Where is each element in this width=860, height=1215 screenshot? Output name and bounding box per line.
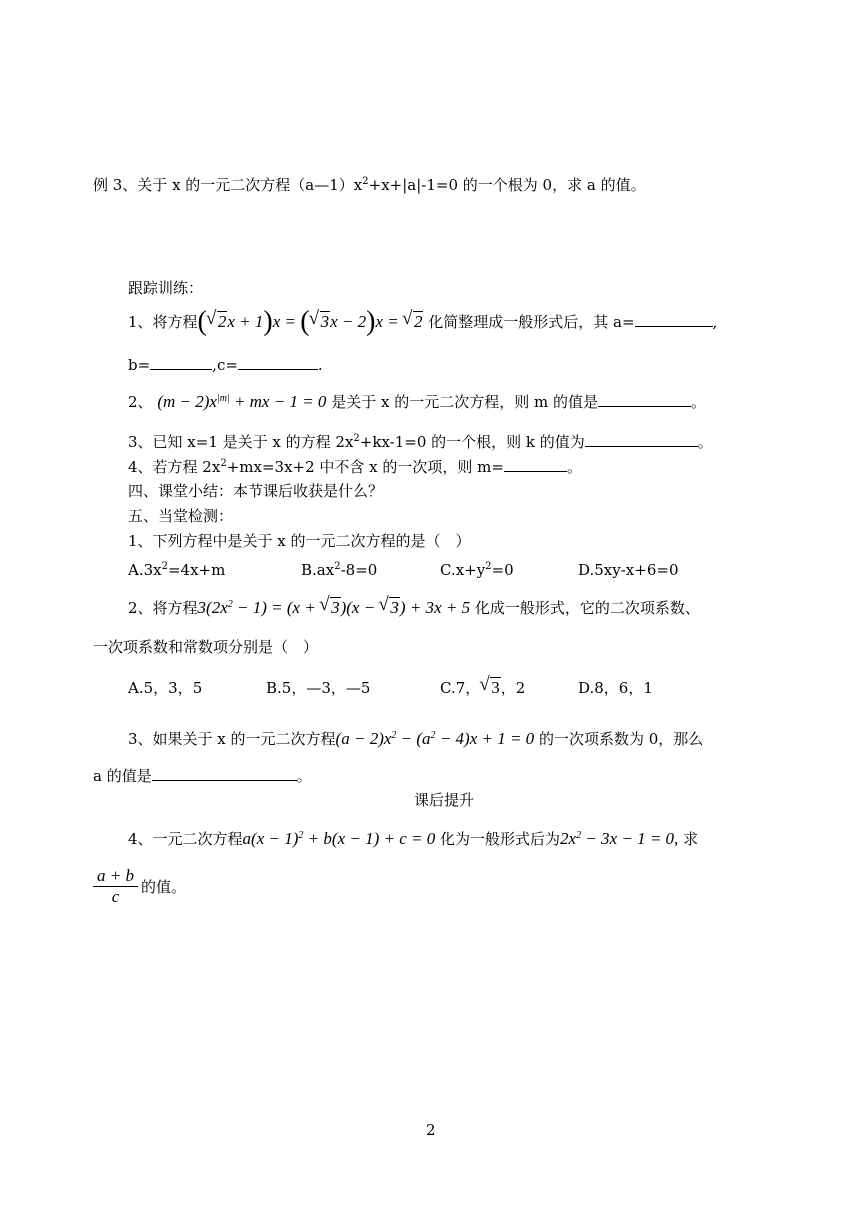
check-q3-line2: a 的值是 。	[93, 767, 312, 785]
tracking-q1: 1、将方程(√ 2x + 1)x = (√ 3x − 2)x = √ 2 化简整理成一般形式后，其 a= ,	[128, 312, 717, 332]
check-q1-option-d: D.5xy-x+6=0	[578, 561, 679, 579]
check-q2-option-d: D.8，6，1	[578, 679, 653, 697]
check-q3-blank[interactable]	[152, 766, 297, 781]
check-q2-option-a: A.5，3，5	[128, 679, 203, 697]
check-heading: 五、当堂检测：	[128, 507, 234, 525]
after-class-q4-tail: 的值。	[141, 878, 187, 896]
q4-equation-1: $a(x - 1)^2 + b(x - 1) + c = 0$	[242, 829, 436, 848]
check-q2: 2、将方程$3(2x^2 - 1) = (x$ + √ 3)(x − √ 3) + 3x + 5 化成一般形式，它的二次项系数、	[128, 598, 700, 618]
page-number: 2	[426, 1121, 436, 1139]
q4-equation-2: $2x^2 - 3x - 1 = 0$,	[560, 829, 679, 848]
q2-check-equation: $3(2x^2 - 1) = (x$ + √ 3)(x − √ 3) + 3x + 5	[198, 598, 471, 617]
q1-blank-c[interactable]	[238, 355, 318, 370]
check-q2-line2: 一次项系数和常数项分别是（ ）	[93, 638, 319, 656]
q3-blank[interactable]	[585, 432, 698, 447]
check-q1-option-c: $C.x+y^2=0$	[440, 561, 514, 579]
check-q2-option-c: C.7，√ 3，2	[440, 678, 525, 698]
check-q1-option-b: $B.ax^2-8=0$	[301, 561, 378, 579]
q2-equation: $(m - 2)x^{|m|}$ + mx − 1 = 0	[157, 392, 327, 411]
q1-blank-a[interactable]	[635, 312, 713, 327]
q1-blank-b[interactable]	[150, 355, 212, 370]
tracking-q3: 3、已知 x=1 是关于 x 的方程 $2x^2+kx-1=0$ 的一个根，则 k 的值为 。	[128, 433, 713, 451]
q3-check-equation: $(a - 2)x^2 - (a^2 - 4)x + 1 = 0$	[335, 729, 535, 748]
check-q1-option-a: $A.3x^2=4x+m$	[128, 561, 226, 579]
after-class-q4: 4、一元二次方程$a(x - 1)^2 + b(x - 1) + c = 0$ 化为一般形式后为$2x^2 - 3x - 1 = 0$, 求	[128, 829, 699, 848]
fraction-a-plus-b-over-c: $\frac{a + b}{c}$	[93, 866, 138, 907]
check-q3: 3、如果关于 x 的一元二次方程$(a - 2)x^2 - (a^2 - 4)x + 1 = 0$ 的一次项系数为 0，那么	[128, 729, 704, 748]
tracking-heading: 跟踪训练：	[128, 279, 204, 297]
tracking-q4: 4、若方程 $2x^2+mx=3x+2$ 中不含 x 的一次项，则 m= 。	[128, 458, 582, 476]
after-class-heading: 课后提升	[414, 791, 475, 809]
check-q1-stem: 1、下列方程中是关于 x 的一元二次方程的是（ ）	[128, 532, 471, 550]
check-q2-option-b: B.5，—3，—5	[266, 679, 371, 697]
q4-blank[interactable]	[504, 457, 567, 472]
example-3: 例 3、关于 x 的一元二次方程$(a—1)x^2+x+|a|-1=0$ 的一个根为 0，求 a 的值。	[93, 176, 646, 194]
q2-blank[interactable]	[598, 392, 691, 407]
summary-line: 四、课堂小结：本节课后收获是什么？	[128, 482, 384, 500]
tracking-q2: 2、 $(m - 2)x^{|m|}$ + mx − 1 = 0 是关于 x 的一元二次方程，则 m 的值是 。	[128, 392, 706, 411]
tracking-q1-line2: b= ,c= .	[128, 356, 323, 374]
q1-equation: (√ 2x + 1)x = (√ 3x − 2)x = √ 2	[198, 312, 424, 331]
